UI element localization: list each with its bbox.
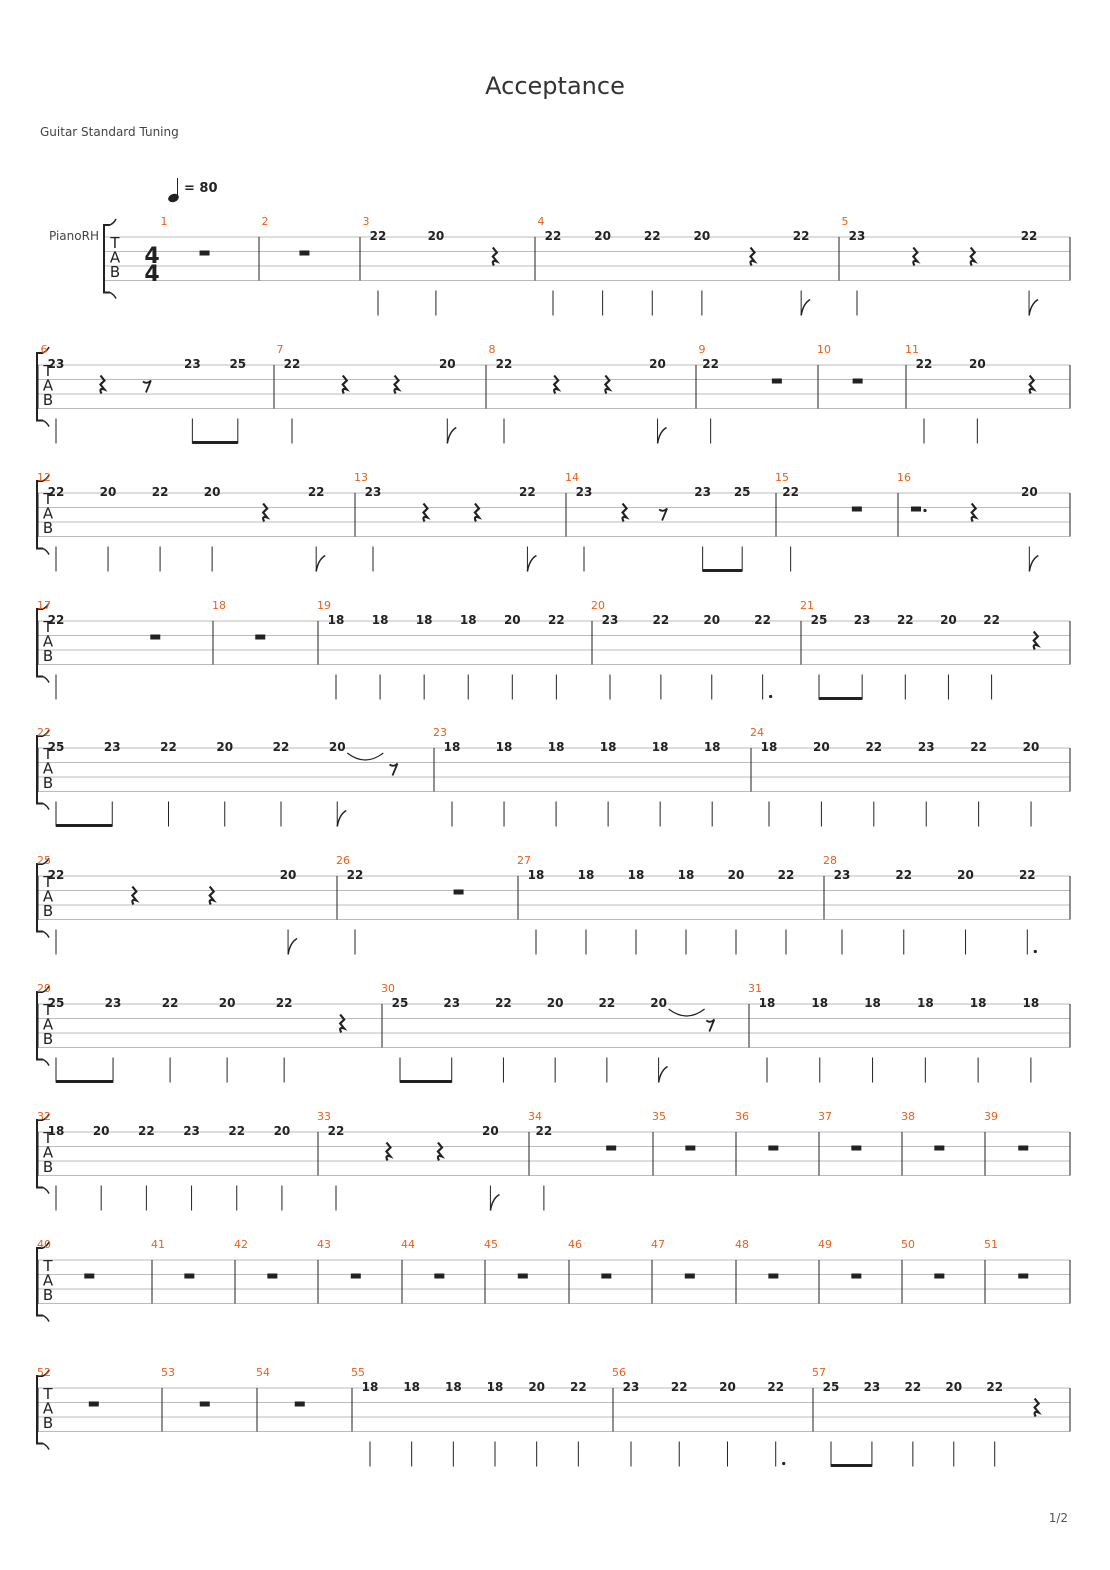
measure-number: 20 — [591, 599, 605, 612]
measure-number: 38 — [901, 1110, 915, 1123]
fret-number: 23 — [443, 996, 461, 1010]
fret-number: 18 — [651, 740, 669, 754]
measure-number: 42 — [234, 1238, 248, 1251]
measure-number: 13 — [354, 471, 368, 484]
measure-number: 43 — [317, 1238, 331, 1251]
measure-number: 40 — [37, 1238, 51, 1251]
fret-number: 18 — [486, 1380, 504, 1394]
tab-clef-letter: A — [42, 887, 54, 906]
tab-clef-letter: B — [42, 391, 54, 409]
fret-number: 20 — [594, 229, 611, 243]
fret-number: 22 — [970, 740, 987, 754]
quarter-rest — [913, 248, 917, 266]
duration-dot — [769, 695, 772, 698]
measure-number: 26 — [336, 854, 350, 867]
fret-number: 18 — [361, 1380, 379, 1394]
fret-number: 22 — [1020, 229, 1038, 243]
fret-number: 20 — [1022, 740, 1040, 754]
fret-number: 20 — [649, 357, 666, 371]
measure-number: 30 — [381, 982, 395, 995]
quarter-rest — [343, 376, 347, 394]
fret-number: 22 — [643, 229, 661, 243]
fret-number: 22 — [47, 613, 65, 627]
eighth-flag — [490, 1195, 499, 1211]
fret-number: 25 — [733, 485, 751, 499]
fret-number: 22 — [535, 1124, 553, 1138]
half-rest — [934, 1146, 944, 1151]
fret-number: 22 — [495, 357, 513, 371]
tab-clef-letter: B — [109, 263, 121, 281]
measure-number: 11 — [905, 343, 919, 356]
fret-number: 20 — [703, 613, 721, 627]
fret-number: 18 — [864, 996, 881, 1010]
fret-number: 22 — [777, 868, 795, 882]
fret-number: 18 — [758, 996, 776, 1010]
fret-number: 20 — [693, 229, 711, 243]
measure-number: 45 — [484, 1238, 498, 1251]
quarter-rest — [386, 1143, 390, 1161]
fret-number: 23 — [47, 357, 65, 371]
duration-dot — [782, 1462, 785, 1465]
fret-number: 20 — [968, 357, 986, 371]
half-rest — [295, 1402, 305, 1407]
measure-number: 49 — [818, 1238, 832, 1251]
eighth-flag — [1029, 300, 1038, 316]
fret-number: 22 — [160, 740, 177, 754]
fret-number: 18 — [599, 740, 617, 754]
tab-clef-letter: A — [42, 1015, 54, 1034]
half-rest — [84, 1274, 94, 1279]
page-number: 1/2 — [1048, 1511, 1068, 1525]
fret-number: 18 — [703, 740, 721, 754]
fret-number: 20 — [92, 1124, 110, 1138]
eighth-flag — [316, 556, 325, 572]
half-rest — [434, 1274, 444, 1279]
measure-number: 16 — [897, 471, 911, 484]
half-rest — [934, 1274, 944, 1279]
tab-clef-letter: T — [110, 234, 120, 252]
fret-number: 23 — [364, 485, 382, 499]
tab-clef-letter: T — [43, 362, 53, 380]
fret-number: 18 — [811, 996, 829, 1010]
fret-number: 20 — [99, 485, 117, 499]
tie-arc — [347, 753, 383, 760]
half-rest — [685, 1146, 695, 1151]
fret-number: 23 — [575, 485, 593, 499]
tab-clef-letter: T — [43, 618, 53, 636]
eighth-rest — [390, 764, 398, 776]
half-rest — [454, 890, 464, 895]
measure-number: 23 — [433, 726, 447, 739]
fret-number: 22 — [792, 229, 810, 243]
measure-number: 55 — [351, 1366, 365, 1379]
quarter-rest — [605, 376, 609, 394]
fret-number: 22 — [670, 1380, 688, 1394]
measure-number: 21 — [800, 599, 814, 612]
measure-number: 56 — [612, 1366, 626, 1379]
measure-number: 22 — [37, 726, 51, 739]
fret-number: 20 — [546, 996, 564, 1010]
fret-number: 23 — [694, 485, 711, 499]
half-rest — [852, 507, 862, 512]
measure-number: 52 — [37, 1366, 51, 1379]
tab-clef-letter: B — [42, 519, 54, 537]
measure-number: 12 — [37, 471, 51, 484]
time-signature-top: 4 — [144, 244, 160, 269]
tab-clef-letter: A — [42, 1399, 54, 1418]
measure-number: 3 — [362, 215, 370, 228]
tab-clef-letter: T — [43, 1001, 53, 1019]
fret-number: 18 — [677, 868, 695, 882]
fret-number: 25 — [822, 1380, 840, 1394]
half-rest — [772, 379, 782, 384]
half-rest — [267, 1274, 277, 1279]
quarter-rest — [1030, 376, 1034, 394]
measure-number: 15 — [775, 471, 789, 484]
half-rest — [768, 1274, 778, 1279]
measure-number: 28 — [823, 854, 837, 867]
tab-clef-letter: A — [42, 1271, 54, 1290]
measure-number: 51 — [984, 1238, 998, 1251]
fret-number: 20 — [1020, 485, 1038, 499]
fret-number: 20 — [328, 740, 346, 754]
fret-number: 23 — [103, 740, 121, 754]
fret-number: 22 — [275, 996, 293, 1010]
fret-number: 23 — [184, 357, 201, 371]
fret-number: 22 — [896, 613, 914, 627]
half-rest — [851, 1146, 861, 1151]
eighth-rest — [659, 509, 667, 521]
tempo-text: = 80 — [184, 181, 218, 196]
fret-number: 22 — [895, 868, 913, 882]
measure-number: 29 — [37, 982, 51, 995]
fret-number: 22 — [307, 485, 325, 499]
tab-clef-letter: B — [42, 774, 54, 792]
tab-clef-letter: T — [43, 490, 53, 508]
measure-number: 36 — [735, 1110, 749, 1123]
fret-number: 20 — [727, 868, 745, 882]
fret-number: 22 — [983, 613, 1000, 627]
fret-number: 20 — [273, 1124, 291, 1138]
measure-number: 37 — [818, 1110, 832, 1123]
fret-number: 25 — [391, 996, 409, 1010]
half-rest — [853, 379, 863, 384]
half-rest — [1018, 1146, 1028, 1151]
measure-number: 10 — [817, 343, 831, 356]
fret-number: 18 — [371, 613, 389, 627]
fret-number: 22 — [598, 996, 616, 1010]
fret-number: 23 — [833, 868, 851, 882]
fret-number: 22 — [161, 996, 179, 1010]
half-rest — [89, 1402, 99, 1407]
fret-number: 18 — [916, 996, 934, 1010]
fret-number: 18 — [459, 613, 477, 627]
fret-number: 20 — [203, 485, 221, 499]
half-rest — [351, 1274, 361, 1279]
fret-number: 22 — [904, 1380, 922, 1394]
tab-clef-letter: T — [43, 873, 53, 891]
fret-number: 25 — [47, 740, 65, 754]
half-rest — [200, 1402, 210, 1407]
tab-clef-letter: A — [42, 759, 54, 778]
measure-number: 19 — [317, 599, 331, 612]
fret-number: 22 — [702, 357, 719, 371]
fret-number: 22 — [327, 1124, 345, 1138]
eighth-flag — [447, 428, 456, 444]
fret-number: 23 — [622, 1380, 640, 1394]
fret-number: 18 — [760, 740, 778, 754]
fret-number: 20 — [503, 613, 521, 627]
fret-number: 18 — [627, 868, 645, 882]
fret-number: 20 — [940, 613, 957, 627]
tab-clef-letter: B — [42, 1030, 54, 1048]
measure-number: 14 — [565, 471, 579, 484]
measure-number: 2 — [261, 215, 269, 228]
quarter-rest — [423, 504, 427, 522]
measure-number: 35 — [652, 1110, 666, 1123]
half-rest — [851, 1274, 861, 1279]
half-rest — [150, 635, 160, 640]
half-rest — [518, 1274, 528, 1279]
quarter-rest — [972, 504, 976, 522]
fret-number: 22 — [1018, 868, 1036, 882]
eighth-flag — [288, 939, 297, 955]
quarter-rest — [623, 504, 627, 522]
half-rest — [200, 251, 210, 256]
half-rest — [184, 1274, 194, 1279]
quarter-rest — [210, 887, 214, 905]
fret-number: 22 — [652, 613, 670, 627]
tab-clef-letter: B — [42, 902, 54, 920]
measure-number: 44 — [401, 1238, 415, 1251]
fret-number: 18 — [403, 1380, 421, 1394]
quarter-rest — [971, 248, 975, 266]
eighth-flag — [658, 428, 667, 444]
quarter-rest — [1035, 1399, 1039, 1417]
fret-number: 25 — [229, 357, 247, 371]
tab-clef-letter: T — [43, 1385, 53, 1403]
fret-number: 20 — [218, 996, 236, 1010]
measure-number: 8 — [488, 343, 496, 356]
fret-number: 22 — [283, 357, 301, 371]
half-rest — [601, 1274, 611, 1279]
quarter-rest — [1034, 632, 1038, 650]
fret-number: 18 — [577, 868, 595, 882]
measure-number: 18 — [212, 599, 226, 612]
quarter-rest — [132, 887, 136, 905]
half-rest — [911, 507, 921, 512]
fret-number: 20 — [427, 229, 445, 243]
fret-number: 18 — [969, 996, 987, 1010]
tab-clef-letter: T — [43, 1257, 53, 1275]
fret-number: 18 — [327, 613, 345, 627]
measure-number: 47 — [651, 1238, 665, 1251]
half-rest — [606, 1146, 616, 1151]
quarter-rest — [493, 248, 497, 266]
fret-number: 22 — [519, 485, 536, 499]
tab-clef-letter: A — [42, 504, 54, 523]
time-signature-bottom: 4 — [144, 262, 160, 287]
measure-number: 57 — [812, 1366, 826, 1379]
measure-number: 4 — [537, 215, 545, 228]
measure-number: 27 — [517, 854, 531, 867]
measure-number: 25 — [37, 854, 51, 867]
tab-clef-letter: A — [42, 632, 54, 651]
fret-number: 20 — [957, 868, 974, 882]
measure-number: 33 — [317, 1110, 331, 1123]
fret-number: 23 — [917, 740, 935, 754]
half-rest — [255, 635, 265, 640]
fret-number: 22 — [986, 1380, 1004, 1394]
fret-number: 23 — [601, 613, 619, 627]
fret-number: 22 — [495, 996, 512, 1010]
fret-number: 22 — [544, 229, 562, 243]
quarter-rest — [340, 1015, 344, 1033]
quarter-rest — [438, 1143, 442, 1161]
fret-number: 20 — [813, 740, 830, 754]
fret-number: 23 — [848, 229, 866, 243]
measure-number: 48 — [735, 1238, 749, 1251]
fret-number: 22 — [346, 868, 364, 882]
fret-number: 22 — [138, 1124, 155, 1138]
eighth-flag — [527, 556, 536, 572]
fret-number: 20 — [650, 996, 667, 1010]
fret-number: 18 — [495, 740, 513, 754]
measure-number: 32 — [37, 1110, 51, 1123]
measure-number: 9 — [698, 343, 706, 356]
measure-number: 34 — [528, 1110, 542, 1123]
quarter-rest — [395, 376, 399, 394]
fret-number: 20 — [719, 1380, 736, 1394]
tuning-label: Guitar Standard Tuning — [40, 125, 179, 139]
measure-number: 31 — [748, 982, 762, 995]
half-rest — [299, 251, 309, 256]
tab-clef-letter: B — [42, 1286, 54, 1304]
fret-number: 18 — [443, 740, 461, 754]
fret-number: 22 — [47, 485, 65, 499]
fret-number: 25 — [810, 613, 828, 627]
fret-number: 18 — [415, 613, 433, 627]
quarter-rest — [475, 504, 479, 522]
fret-number: 22 — [782, 485, 799, 499]
fret-number: 20 — [438, 357, 456, 371]
quarter-rest — [751, 248, 755, 266]
measure-number: 1 — [160, 215, 168, 228]
measure-number: 5 — [841, 215, 849, 228]
quarter-rest — [554, 376, 558, 394]
fret-number: 20 — [945, 1380, 963, 1394]
fret-number: 20 — [216, 740, 234, 754]
eighth-rest — [706, 1020, 714, 1032]
tab-clef-letter: T — [43, 1129, 53, 1147]
fret-number: 18 — [47, 1124, 65, 1138]
tab-clef-letter: B — [42, 647, 54, 665]
eighth-flag — [801, 300, 810, 316]
fret-number: 22 — [754, 613, 771, 627]
fret-number: 18 — [547, 740, 565, 754]
duration-dot — [1034, 950, 1037, 953]
tab-clef-letter: B — [42, 1414, 54, 1432]
fret-number: 18 — [1022, 996, 1040, 1010]
fret-number: 20 — [279, 868, 297, 882]
measure-number: 46 — [568, 1238, 582, 1251]
fret-number: 23 — [183, 1124, 200, 1138]
measure-number: 39 — [984, 1110, 998, 1123]
measure-number: 7 — [276, 343, 284, 356]
measure-number: 41 — [151, 1238, 165, 1251]
fret-number: 22 — [272, 740, 290, 754]
fret-number: 18 — [527, 868, 545, 882]
measure-number: 50 — [901, 1238, 915, 1251]
fret-number: 22 — [767, 1380, 785, 1394]
measure-number: 54 — [256, 1366, 270, 1379]
quarter-rest — [100, 376, 104, 394]
fret-number: 22 — [915, 357, 933, 371]
fret-number: 22 — [369, 229, 387, 243]
tab-clef-letter: A — [42, 376, 54, 395]
fret-number: 22 — [865, 740, 883, 754]
eighth-flag — [659, 1067, 668, 1083]
quarter-rest — [263, 504, 267, 522]
measure-number: 17 — [37, 599, 51, 612]
half-rest — [768, 1146, 778, 1151]
score-title: Acceptance — [485, 72, 625, 100]
measure-number: 53 — [161, 1366, 175, 1379]
tie-arc — [669, 1009, 705, 1016]
fret-number: 22 — [548, 613, 565, 627]
eighth-rest — [143, 381, 151, 393]
fret-number: 18 — [444, 1380, 462, 1394]
fret-number: 23 — [863, 1380, 881, 1394]
measure-number: 24 — [750, 726, 764, 739]
fret-number: 20 — [528, 1380, 546, 1394]
tab-clef-letter: A — [109, 248, 121, 267]
fret-number: 20 — [482, 1124, 499, 1138]
tab-clef-letter: A — [42, 1143, 54, 1162]
tab-clef-letter: B — [42, 1158, 54, 1176]
eighth-flag — [1029, 556, 1038, 572]
fret-number: 22 — [228, 1124, 246, 1138]
tab-clef-letter: T — [43, 745, 53, 763]
fret-number: 23 — [104, 996, 122, 1010]
fret-number: 22 — [151, 485, 169, 499]
fret-number: 22 — [47, 868, 65, 882]
fret-number: 25 — [47, 996, 65, 1010]
half-rest — [1018, 1274, 1028, 1279]
fret-number: 23 — [853, 613, 871, 627]
rest-dot — [923, 509, 926, 512]
track-name: PianoRH — [49, 229, 99, 243]
fret-number: 22 — [569, 1380, 587, 1394]
measure-number: 6 — [40, 343, 48, 356]
eighth-flag — [337, 811, 346, 827]
half-rest — [685, 1274, 695, 1279]
